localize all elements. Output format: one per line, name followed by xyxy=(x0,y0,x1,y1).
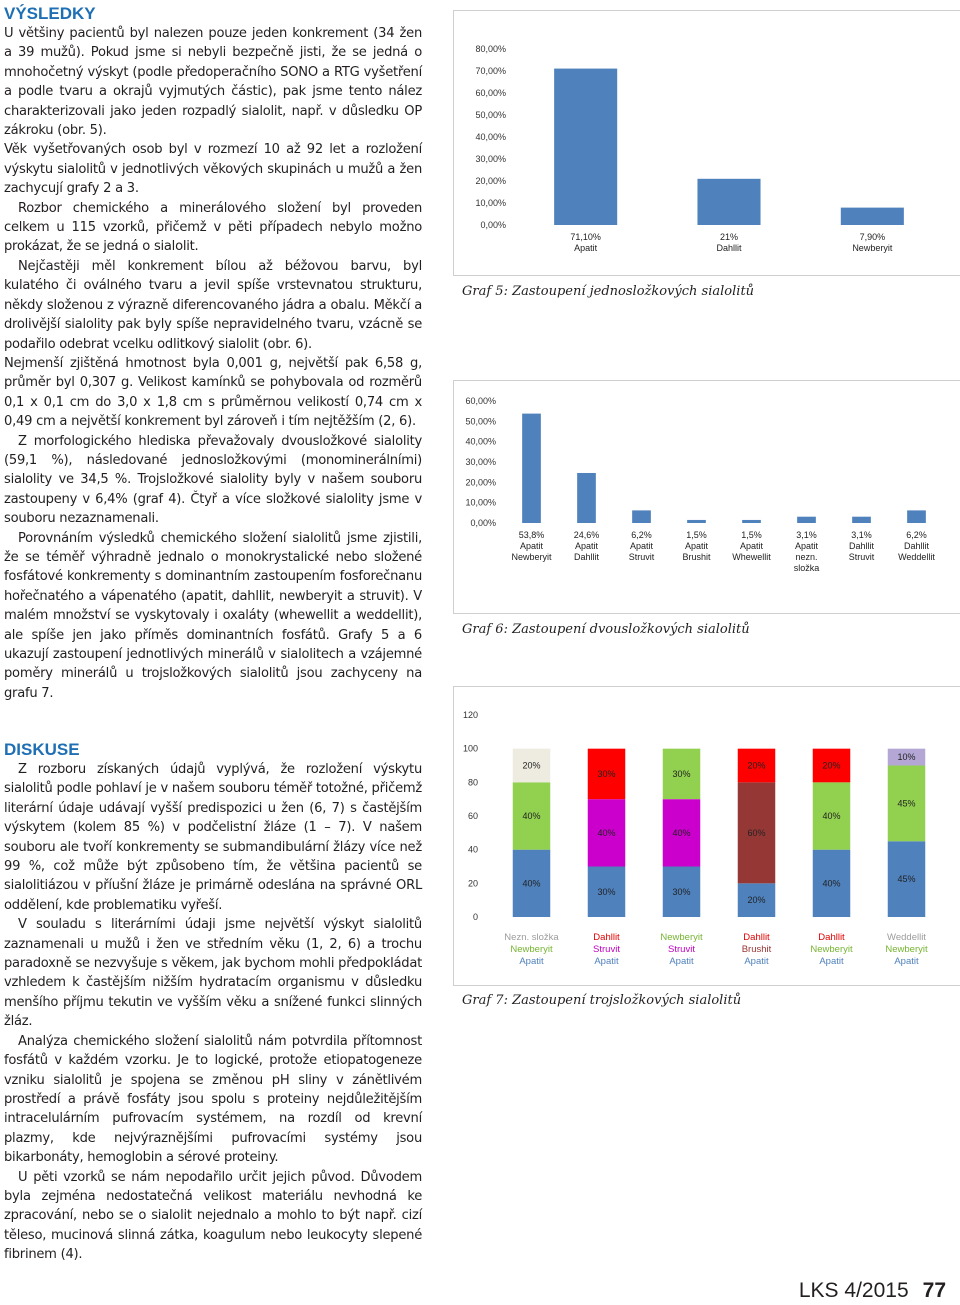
segment-label: 40% xyxy=(672,827,691,838)
results-heading: VÝSLEDKY xyxy=(4,4,96,23)
data-label: 24,6% xyxy=(573,530,600,540)
discussion-paragraph: Z rozboru získaných údajů vyplývá, že rozložení výskytu sialolitů podle pohlaví je v našem souboru téměř totožné, přičemž literární údaje udávají vyšší predispozici u žen (6, 7) s častějším výskytem (kolem 85 %) v podčelistní žláze (1 – 7). V našem souboru ale tvoří konkrementy se submandibulární žlázy více než 99 %, což může být způsobeno tím, že většina pacientů se sialolitiázou v příušní žláze je primárně odeslána na správné ORL oddělení, kde problematiku vyřeší. xyxy=(4,762,422,913)
category-label: Dahllit xyxy=(716,243,742,253)
y-tick-label: 80,00% xyxy=(475,44,506,54)
discussion-section xyxy=(4,740,422,1265)
category-label: Newberyit xyxy=(660,932,703,943)
segment-label: 30% xyxy=(672,886,691,897)
segment-label: 10% xyxy=(897,752,916,763)
y-tick-label: 40 xyxy=(467,844,478,855)
y-tick-label: 100 xyxy=(462,743,478,754)
segment-label: 40% xyxy=(822,878,841,889)
y-tick-label: 20,00% xyxy=(465,477,496,488)
bar xyxy=(577,473,596,523)
discussion-paragraph: Analýza chemického složení sialolitů nám potvrdila přítomnost fosfátů v každém vzorku. Je to logické, protože etiopatogeneze vzniku sialolitů je spojena se změnou pH sliny v zánětlivém prostředí a právě fosfáty jsou spolu s proteiny nejdůležitějším intracelulárním pufrovacím systémem, na rozdíl od krevní plazmy, kde nejvýraznějšími pufrovacími systémy jsou bikarbonáty, hemoglobin a sérové proteiny. xyxy=(4,1033,422,1166)
category-label: Nezn. složka xyxy=(504,932,559,943)
category-label: Apatit xyxy=(574,243,598,253)
category-label: Weddellit xyxy=(898,552,935,562)
segment-label: 40% xyxy=(822,811,841,821)
data-label: 71,10% xyxy=(570,232,601,242)
y-tick-label: 30,00% xyxy=(475,154,506,164)
chart-graf5 xyxy=(454,11,960,275)
y-tick-label: 0,00% xyxy=(470,518,496,528)
category-label: Dahllit xyxy=(903,541,930,551)
segment-label: 45% xyxy=(897,874,916,885)
y-tick-label: 120 xyxy=(462,710,478,720)
segment-label: 40% xyxy=(522,811,541,821)
bar xyxy=(522,414,541,523)
chart-graf5-caption: Graf 5: Zastoupení jednosložkových sialolitů xyxy=(462,284,755,299)
category-label: Newberyit xyxy=(510,944,553,955)
bar xyxy=(632,510,651,523)
results-paragraph: Rozbor chemického a minerálového složení byl proveden celkem u 115 vzorků, přičemž v pěti případech nebylo možno prokázat, že se jedná o sialolit. xyxy=(4,200,422,255)
data-label: 3,1% xyxy=(796,530,817,540)
category-label: Apatit xyxy=(574,541,599,551)
y-tick-label: 30,00% xyxy=(465,457,496,467)
results-paragraph: Věk vyšetřovaných osob byl v rozmezí 10 až 92 let a rozložení výskytu sialolitů v jednotlivých věkových skupinách u mužů a žen zachycují grafy 2 a 3. xyxy=(4,142,422,197)
y-tick-label: 60,00% xyxy=(465,396,496,406)
chart-graf5-box xyxy=(453,10,960,276)
discussion-paragraph: U pěti vzorků se nám nepodařilo určit jejich původ. Důvodem byla zejména nedostatečná velikost materiálu nevhodná ke zpracování, nebo se o sialolit nejednalo a mohlo to být např. cizí těleso, mucinová slinná zátka, koagulum nebo leukocyty slepené fibrinem (4). xyxy=(4,1169,422,1263)
results-paragraph: Nejčastěji měl konkrement bílou až béžovou barvu, byl kulatého či oválného tvaru a jevil spíše vrstevnatou strukturu, někdy složenou z výrazně diferencovaného jádra a obalu. Měkčí a drolivější sialolity pak byly spíše nepravidelného tvaru, vzácně se podařilo odebrat vcelku odlitkový sialolit (obr. 6). xyxy=(4,258,422,352)
category-label: Newberyit xyxy=(885,944,928,955)
category-label: Brushit xyxy=(741,944,772,955)
bar xyxy=(687,520,706,523)
bar xyxy=(697,179,760,225)
segment-label: 45% xyxy=(897,798,916,809)
segment-label: 30% xyxy=(597,886,616,897)
category-label: Apatit xyxy=(739,541,764,551)
y-tick-label: 40,00% xyxy=(475,132,506,142)
y-tick-label: 20,00% xyxy=(475,176,506,186)
category-label: Apatit xyxy=(519,956,544,967)
category-label: Newberyit xyxy=(852,243,893,253)
page-number: 77 xyxy=(922,1279,946,1302)
category-label: Dahllit xyxy=(818,932,845,943)
category-label: Apatit xyxy=(744,956,769,967)
category-label: Apatit xyxy=(684,541,709,551)
category-label: Brushit xyxy=(682,552,711,562)
discussion-paragraph: V souladu s literárními údaji jsme největší výskyt sialolitů zaznamenali u mužů i žen ve středním věku (1, 2, 6) a trochu paradoxně se nezvyšuje s věkem, jak bychom mohli předpokládat vzhledem k častějším nižším hydratacím organismu v důsledku menšího příjmu tekutin ve vyšším věku a snížené funkci slinných žláz. xyxy=(4,917,422,1030)
segment-label: 20% xyxy=(747,895,766,906)
y-tick-label: 50,00% xyxy=(465,416,496,427)
category-label: Weddellit xyxy=(887,932,926,943)
segment-label: 20% xyxy=(522,760,541,771)
y-tick-label: 50,00% xyxy=(475,110,506,120)
y-tick-label: 60,00% xyxy=(475,88,506,98)
category-label: Apatit xyxy=(894,956,919,967)
category-label: Dahllit xyxy=(848,541,875,551)
category-label: Newberyit xyxy=(810,944,853,955)
category-label: Apatit xyxy=(794,541,819,551)
category-label: Apatit xyxy=(594,956,619,967)
data-label: 1,5% xyxy=(741,530,762,540)
data-label: 6,2% xyxy=(631,530,652,540)
data-label: 1,5% xyxy=(686,530,707,540)
y-tick-label: 0 xyxy=(472,912,478,922)
data-label: 21% xyxy=(719,232,739,242)
segment-label: 20% xyxy=(822,760,841,771)
category-label: Apatit xyxy=(819,956,844,967)
page-footer xyxy=(799,1279,946,1303)
segment-label: 40% xyxy=(522,878,541,889)
y-tick-label: 70,00% xyxy=(475,66,506,76)
results-paragraph: Nejmenší zjištěná hmotnost byla 0,001 g, největší pak 6,58 g, průměr byl 0,307 g. Velikost kamínků se pohybovala od rozměrů 0,1 x 0,1 cm do 3,0 x 1,8 cm s průměrnou velikostí 0,74 cm x 0,49 cm a největší konkrement byl zároveň i tím nejtěžším (2, 6). xyxy=(4,355,422,430)
y-tick-label: 0,00% xyxy=(480,220,506,230)
bar xyxy=(841,208,904,225)
category-label: Dahllit xyxy=(573,552,600,562)
bar xyxy=(907,510,926,523)
bar xyxy=(852,517,871,523)
chart-graf7 xyxy=(454,687,960,985)
y-tick-label: 10,00% xyxy=(465,497,496,508)
y-tick-label: 60 xyxy=(467,811,478,821)
category-label: Apatit xyxy=(519,541,544,551)
category-label: Apatit xyxy=(669,956,694,967)
category-label: Newberyit xyxy=(511,552,552,562)
results-paragraph: Z morfologického hlediska převažovaly dvousložkové sialolity (59,1 %), následované jednosložkovými (monominerálními) sialolity ve 34,5 %. Trojsložkové sialolity byly v našem souboru zastoupeny v 6,4% (graf 4). Čtyř a více složkové sialolity jsme v souboru nezaznamenali. xyxy=(4,433,422,527)
category-label: Whewellit xyxy=(732,552,771,562)
category-label: Struvit xyxy=(628,552,655,562)
category-label: složka xyxy=(793,563,820,573)
chart-graf6-box xyxy=(453,380,960,614)
category-label: Struvit xyxy=(668,944,695,955)
category-label: nezn. xyxy=(795,552,818,562)
chart-graf7-box xyxy=(453,686,960,986)
y-tick-label: 20 xyxy=(467,878,478,889)
segment-label: 30% xyxy=(597,768,616,779)
results-paragraph: Porovnáním výsledků chemického složení sialolitů jsme zjistili, že se téměř výhradně jednalo o monokrystalické nebo složené fosfátové konkrementy s dominantním zastoupením fosforečnanu hořečnatého a vápenatého (apatit, dahllit, newberyit a struvit). V malém množství se vyskytovaly i oxaláty (whewellit a weddellit), ale spíše jen jako příměs dominantních fosfátů. Grafy 5 a 6 ukazují zastoupení jednotlivých minerálů v sialolitech a vzájemné poměry minerálů u trojsložkových sialolitů jsou zachyceny na grafu 7. xyxy=(4,530,422,701)
category-label: Dahllit xyxy=(593,932,620,943)
chart-graf7-caption: Graf 7: Zastoupení trojsložkových sialolitů xyxy=(462,993,742,1008)
y-tick-label: 80 xyxy=(467,777,478,788)
y-tick-label: 10,00% xyxy=(475,198,506,208)
bar xyxy=(797,517,816,523)
results-section xyxy=(4,4,422,703)
bar xyxy=(554,69,617,225)
journal-issue: LKS 4/2015 xyxy=(798,1279,909,1302)
data-label: 6,2% xyxy=(906,530,927,540)
category-label: Struvit xyxy=(593,944,620,955)
category-label: Struvit xyxy=(848,552,875,562)
segment-label: 60% xyxy=(747,827,766,838)
category-label: Dahllit xyxy=(743,932,770,943)
results-paragraph: U většiny pacientů byl nalezen pouze jeden konkrement (34 žen a 39 mužů). Pokud jsme si nebyli bezpečně jisti, že se jedná o mnohočetný výskyt (podle předoperačního SONO a RTG vyšetření a podle tvaru a okrajů vyjmutých částic), pak jsme tento nález charakterizovali jako jeden rozpadlý sialolit, např. v důsledku OP zákroku (obr. 5). xyxy=(4,26,422,139)
data-label: 3,1% xyxy=(851,530,872,540)
data-label: 7,90% xyxy=(859,232,886,242)
data-label: 53,8% xyxy=(518,530,545,540)
segment-label: 40% xyxy=(597,827,616,838)
category-label: Apatit xyxy=(629,541,654,551)
discussion-heading: DISKUSE xyxy=(4,740,80,759)
chart-graf6-caption: Graf 6: Zastoupení dvousložkových sialolitů xyxy=(462,622,750,637)
segment-label: 20% xyxy=(747,760,766,771)
chart-graf6 xyxy=(454,381,960,613)
segment-label: 30% xyxy=(672,768,691,779)
bar xyxy=(742,520,761,523)
y-tick-label: 40,00% xyxy=(465,436,496,447)
